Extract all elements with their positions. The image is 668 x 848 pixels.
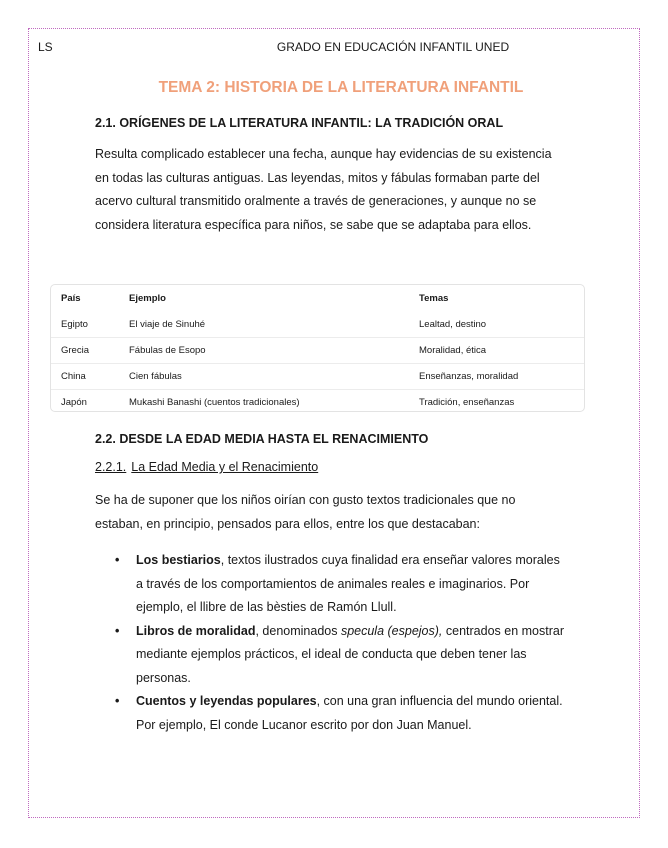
table-cell: Fábulas de Esopo <box>129 345 206 356</box>
list-item-text-cont: centrados en mostrar mediante ejemplos prácticos, el ideal de conducta que deben tener las personas. <box>136 623 564 685</box>
bullet-icon: • <box>115 623 120 638</box>
table-cell: Japón <box>61 397 87 408</box>
header-course: GRADO EN EDUCACIÓN INFANTIL UNED <box>276 40 510 54</box>
table-row <box>51 364 584 390</box>
document-title: TEMA 2: HISTORIA DE LA LITERATURA INFANTIL <box>158 79 524 96</box>
list-item-text: , denominados <box>255 623 341 638</box>
table-header-cell: País <box>61 293 81 304</box>
bullet-list <box>115 549 565 737</box>
list-item <box>115 549 565 620</box>
header-initials: LS <box>38 40 53 54</box>
list-item-text: , textos ilustrados cuya finalidad era enseñar valores morales a través de los comportamientos de animales reales e imaginarios. Por ejemplo, el llibre de las bèsties de Ramón Llull. <box>136 553 560 614</box>
table-cell: Grecia <box>61 345 89 356</box>
table-cell: China <box>61 371 86 382</box>
section-heading-2-1: 2.1. ORÍGENES DE LA LITERATURA INFANTIL: LA TRADICIÓN ORAL <box>95 116 504 130</box>
list-item-italic: specula (espejos), <box>340 623 443 638</box>
table-header-cell: Temas <box>419 293 449 304</box>
table-row <box>51 312 584 338</box>
table-header-row <box>51 285 584 312</box>
list-item-term: Cuentos y leyendas populares <box>136 694 317 708</box>
subsection-heading-2-2-1 <box>95 460 318 474</box>
subsection-number: 2.2.1. <box>95 460 127 474</box>
list-item-text: , con una gran influencia del mundo oriental. Por ejemplo, El conde Lucanor escrito por don Juan Manuel. <box>136 694 563 732</box>
table-header-cell: Ejemplo <box>129 293 166 304</box>
list-item <box>115 620 565 691</box>
table-row <box>51 338 584 364</box>
table-row <box>51 390 584 413</box>
bullet-icon: • <box>115 553 120 567</box>
subsection-label: La Edad Media y el Renacimiento <box>131 460 319 474</box>
section-paragraph-2-1: Resulta complicado establecer una fecha, aunque hay evidencias de su existencia en todas las culturas antiguas. Las leyendas, mitos y fábulas formaban parte del acervo cultural transmitido oralmente a través de generaciones, y aunque no se considera literatura específica para niños, se sabe que se adaptaba para ellos. <box>95 147 552 232</box>
table-cell: Egipto <box>61 319 88 330</box>
table-cell: El viaje de Sinuhé <box>129 319 206 330</box>
table-cell: Lealtad, destino <box>419 319 487 330</box>
section-paragraph-2-2: Se ha de suponer que los niños oirían con gusto textos tradicionales que no estaban, en principio, pensados para ellos, entre los que destacaban: <box>95 493 516 531</box>
table-cell: Cien fábulas <box>129 371 182 382</box>
table-cell: Mukashi Banashi (cuentos tradicionales) <box>129 397 300 408</box>
list-item <box>115 690 565 737</box>
table-cell: Moralidad, ética <box>419 345 487 356</box>
examples-table <box>50 284 585 412</box>
list-item-term: Libros de moralidad <box>136 623 256 638</box>
bullet-icon: • <box>115 694 120 708</box>
table-cell: Enseñanzas, moralidad <box>419 371 519 382</box>
section-heading-2-2: 2.2. DESDE LA EDAD MEDIA HASTA EL RENACIMIENTO <box>95 432 429 446</box>
list-item-term: Los bestiarios <box>136 553 221 567</box>
table-cell: Tradición, enseñanzas <box>419 397 515 408</box>
